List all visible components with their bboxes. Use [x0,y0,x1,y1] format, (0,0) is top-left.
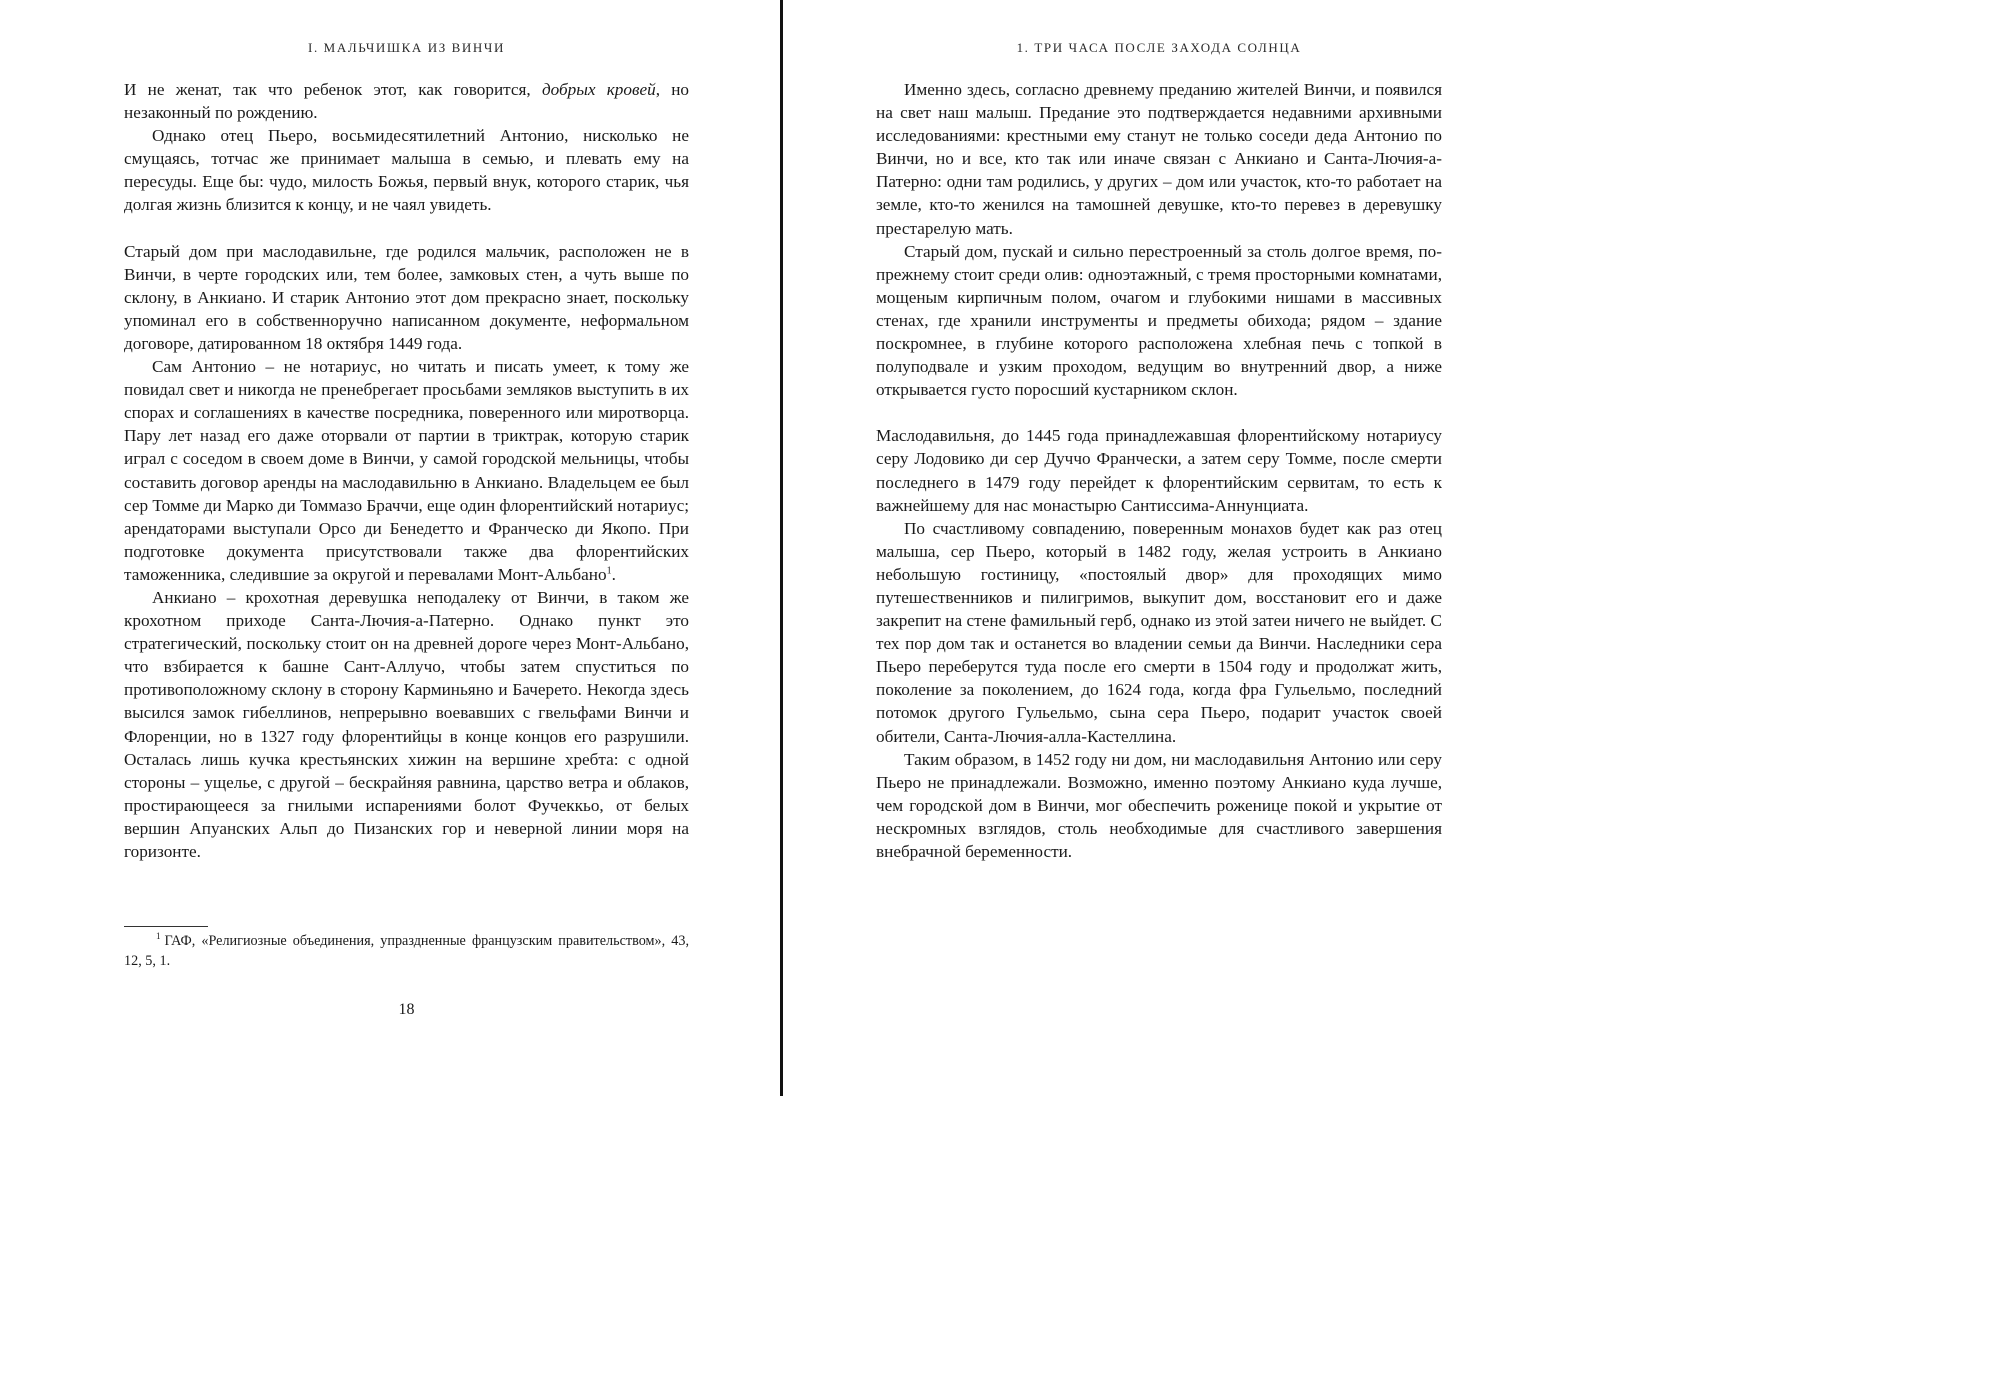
paragraph [124,355,689,586]
text-run: Сам Антонио – не нотариус, но читать и писать умеет, к тому же повидал свет и никогда не пренебрегает просьбами земляков выступить в их спорах и соглашениях в качестве посредника, поверенного или миротворца. Пару лет назад его даже оторвали от партии в триктрак, которую старик играл с соседом в своем доме в Винчи, у самой городской мельницы, чтобы составить договор аренды на маслодавильню в Анкиано. Владельцем ее был сер Томме ди Марко ди Томмазо Браччи, еще один флорентийский нотариус; арендаторами выступали Орсо ди Бенедетто и Франческо ди Якопо. При подготовке документа присутствовали также два флорентийских таможенника, следившие за округой и перевалами Монт-Альбано [124,357,689,584]
running-head: 1. ТРИ ЧАСА ПОСЛЕ ЗАХОДА СОЛНЦА [1016,40,1302,55]
text-run: , но незаконный по рождению. [124,80,690,123]
page-number: 18 [398,1001,415,1018]
paragraph [124,78,689,124]
paragraph: Именно здесь, согласно древнему преданию жителей Винчи, и появился на свет наш малыш. Предание это подтверждается недавними архивными исследованиями: крестными ему станут не только соседи деда Антонио по Винчи, но и все, кто так или иначе связан с Анкиано и Санта-Лючия-а-Патерно: одни там родились, у других – дом или участок, кто-то работает на земле, кто-то женился на тамошней девушке, кто-то перевез в деревушку престарелую мать. [876,80,1442,238]
paragraph: Анкиано – крохотная деревушка неподалеку от Винчи, в таком же крохотном приходе Санта-Лючия-а-Патерно. Однако пункт это стратегический, поскольку стоит он на древней дороге через Монт-Альбано, что взбирается к башне Сант-Аллучо, чтобы затем спуститься по противоположному склону в сторону Карминьяно и Бачерето. Некогда здесь высился замок гибеллинов, непрерывно воевавших с гвельфами Винчи и Флоренции, но в 1327 году флорентийцы в конце концов его разрушили. Осталась лишь кучка крестьянских хижин на вершине хребта: с одной стороны – ущелье, с другой – бескрайняя равнина, царство ветра и облаков, простирающееся за гнилыми испарениями болот Фучеккьо, от белых вершин Апуанских Альп до Пизанских гор и неверной линии моря на горизонте. [124,587,689,861]
paragraph: Однако отец Пьеро, восьмидесятилетний Антонио, нисколько не смущаясь, тотчас же принимает малыша в семью, и плевать ему на пересуды. Еще бы: чудо, милость Божья, первый внук, которого старик, чья долгая жизнь близится к концу, и не чаял увидеть. [124,126,689,215]
italic-phrase: добрых кровей [541,80,656,99]
text-run: . [611,564,616,584]
footnote [124,931,689,971]
footnote-divider [124,926,208,927]
body-text [124,78,689,863]
left-page [124,0,689,1096]
running-head: I. МАЛЬЧИШКА ИЗ ВИНЧИ [308,40,505,55]
paragraph: Старый дом, пускай и сильно перестроенный за столь долгое время, по-прежнему стоит среди олив: одноэтажный, с тремя просторными комнатами, мощеным кирпичным полом, очагом и глубокими нишами в массивных стенах, где хранили инструменты и предметы обихода; рядом – здание поскромнее, в глубине которого расположена хлебная печь с топкой в полуподвале и узким проходом, ведущим во внутренний двор, а ниже открывается густо поросший кустарником склон. [876,241,1442,400]
footnote-text: ГАФ, «Религиозные объединения, упраздненные французским правительством», 43, 12, 5, 1. [124,933,689,969]
footnote-number: 1 [156,931,161,942]
paragraph: По счастливому совпадению, поверенным монахов будет как раз отец малыша, сер Пьеро, который в 1482 году, желая устроить в Анкиано небольшую гостиницу, «постоялый двор» для проходящих мимо путешественников и пилигримов, выкупит дом, восстановит его и даже закрепит на стене фамильный герб, однако из этой затеи ничего не выйдет. С тех пор дом так и останется во владении семьи да Винчи. Наследники сера Пьеро переберутся туда после его смерти в 1504 году и продолжат жить, поколение за поколением, до 1624 года, когда фра Гульельмо, последний потомок другого Гульельмо, сына сера Пьеро, подарит участок своей обители, Санта-Лючия-алла-Кастеллина. [876,518,1442,746]
paragraph: Таким образом, в 1452 году ни дом, ни маслодавильня Антонио или серу Пьеро не принадлежали. Возможно, именно поэтому Анкиано куда лучше, чем городской дом в Винчи, мог обеспечить роженице покой и укрытие от нескромных взглядов, столь необходимые для счастливого завершения внебрачной беременности. [876,749,1442,861]
text-run: И не женат, так что ребенок этот, как говорится, [124,80,542,99]
right-page [876,0,1442,1096]
body-text [876,78,1442,863]
paragraph: Маслодавильня, до 1445 года принадлежавшая флорентийскому нотариусу серу Лодовико ди сер Дуччо Франчески, а затем серу Томме, после смерти последнего в 1479 году перейдет к флорентийским сервитам, то есть к важнейшему для нас монастырю Сантиссима-Аннунциата. [876,426,1442,515]
footnote-reference[interactable]: 1 [606,565,612,577]
paragraph: Старый дом при маслодавильне, где родился мальчик, расположен не в Винчи, в черте городских или, тем более, замковых стен, а чуть выше по склону, в Анкиано. И старик Антонио этот дом прекрасно знает, поскольку упоминал его в собственноручно написанном документе, неформальном договоре, датированном 18 октября 1449 года. [124,241,689,353]
gutter-divider [780,0,783,1096]
